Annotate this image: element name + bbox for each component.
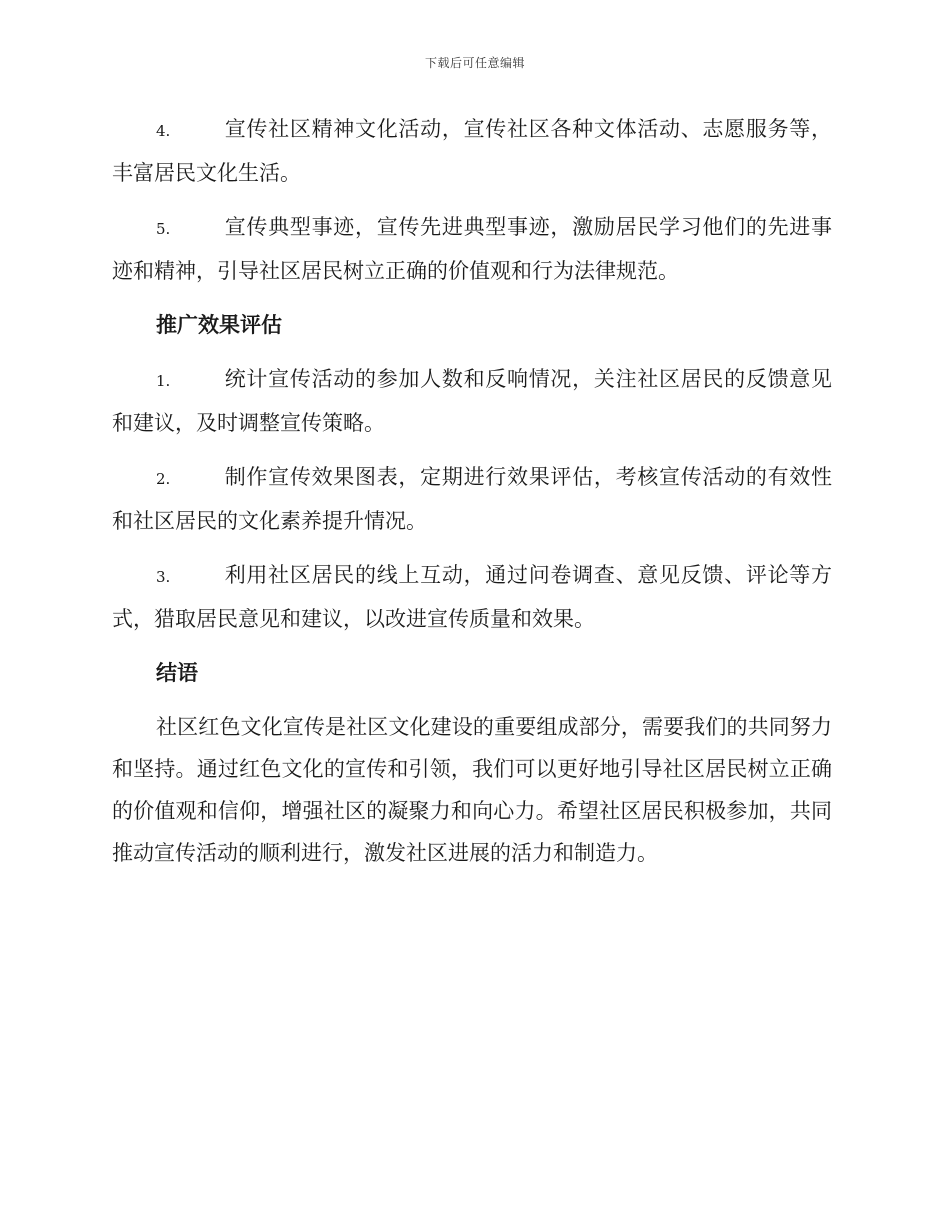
list-item [112,108,832,194]
list-text: 制作宣传效果图表，定期进行效果评估，考核宣传活动的有效性和社区居民的文化素养提升情况。 [112,465,832,533]
page-header: 下载后可任意编辑 [424,56,525,70]
document-body [112,108,832,886]
list-text: 宣传社区精神文化活动，宣传社区各种文体活动、志愿服务等，丰富居民文化生活。 [112,117,832,185]
conclusion-paragraph: 社区红色文化宣传是社区文化建设的重要组成部分，需要我们的共同努力和坚持。通过红色文化的宣传和引领，我们可以更好地引导社区居民树立正确的价值观和信仰，增强社区的凝聚力和向心力。希望社区居民积极参加，共同推动宣传活动的顺利进行，激发社区进展的活力和制造力。 [112,715,832,865]
list-item [112,206,832,292]
list-number: 5. [156,220,171,238]
list-item [112,358,832,444]
section-heading-evaluation: 推广效果评估 [156,313,282,337]
list-text: 利用社区居民的线上互动，通过问卷调查、意见反馈、评论等方式，猎取居民意见和建议，以改进宣传质量和效果。 [112,563,832,631]
list-number: 3. [156,568,171,586]
list-text: 宣传典型事迹，宣传先进典型事迹，激励居民学习他们的先进事迹和精神，引导社区居民树立正确的价值观和行为法律规范。 [112,215,832,283]
section-heading-conclusion: 结语 [156,661,198,685]
list-item [112,456,832,542]
list-number: 2. [156,470,171,488]
list-number: 4. [156,122,171,140]
list-text: 统计宣传活动的参加人数和反响情况，关注社区居民的反馈意见和建议，及时调整宣传策略。 [112,367,832,435]
list-number: 1. [156,372,171,390]
list-item [112,554,832,640]
